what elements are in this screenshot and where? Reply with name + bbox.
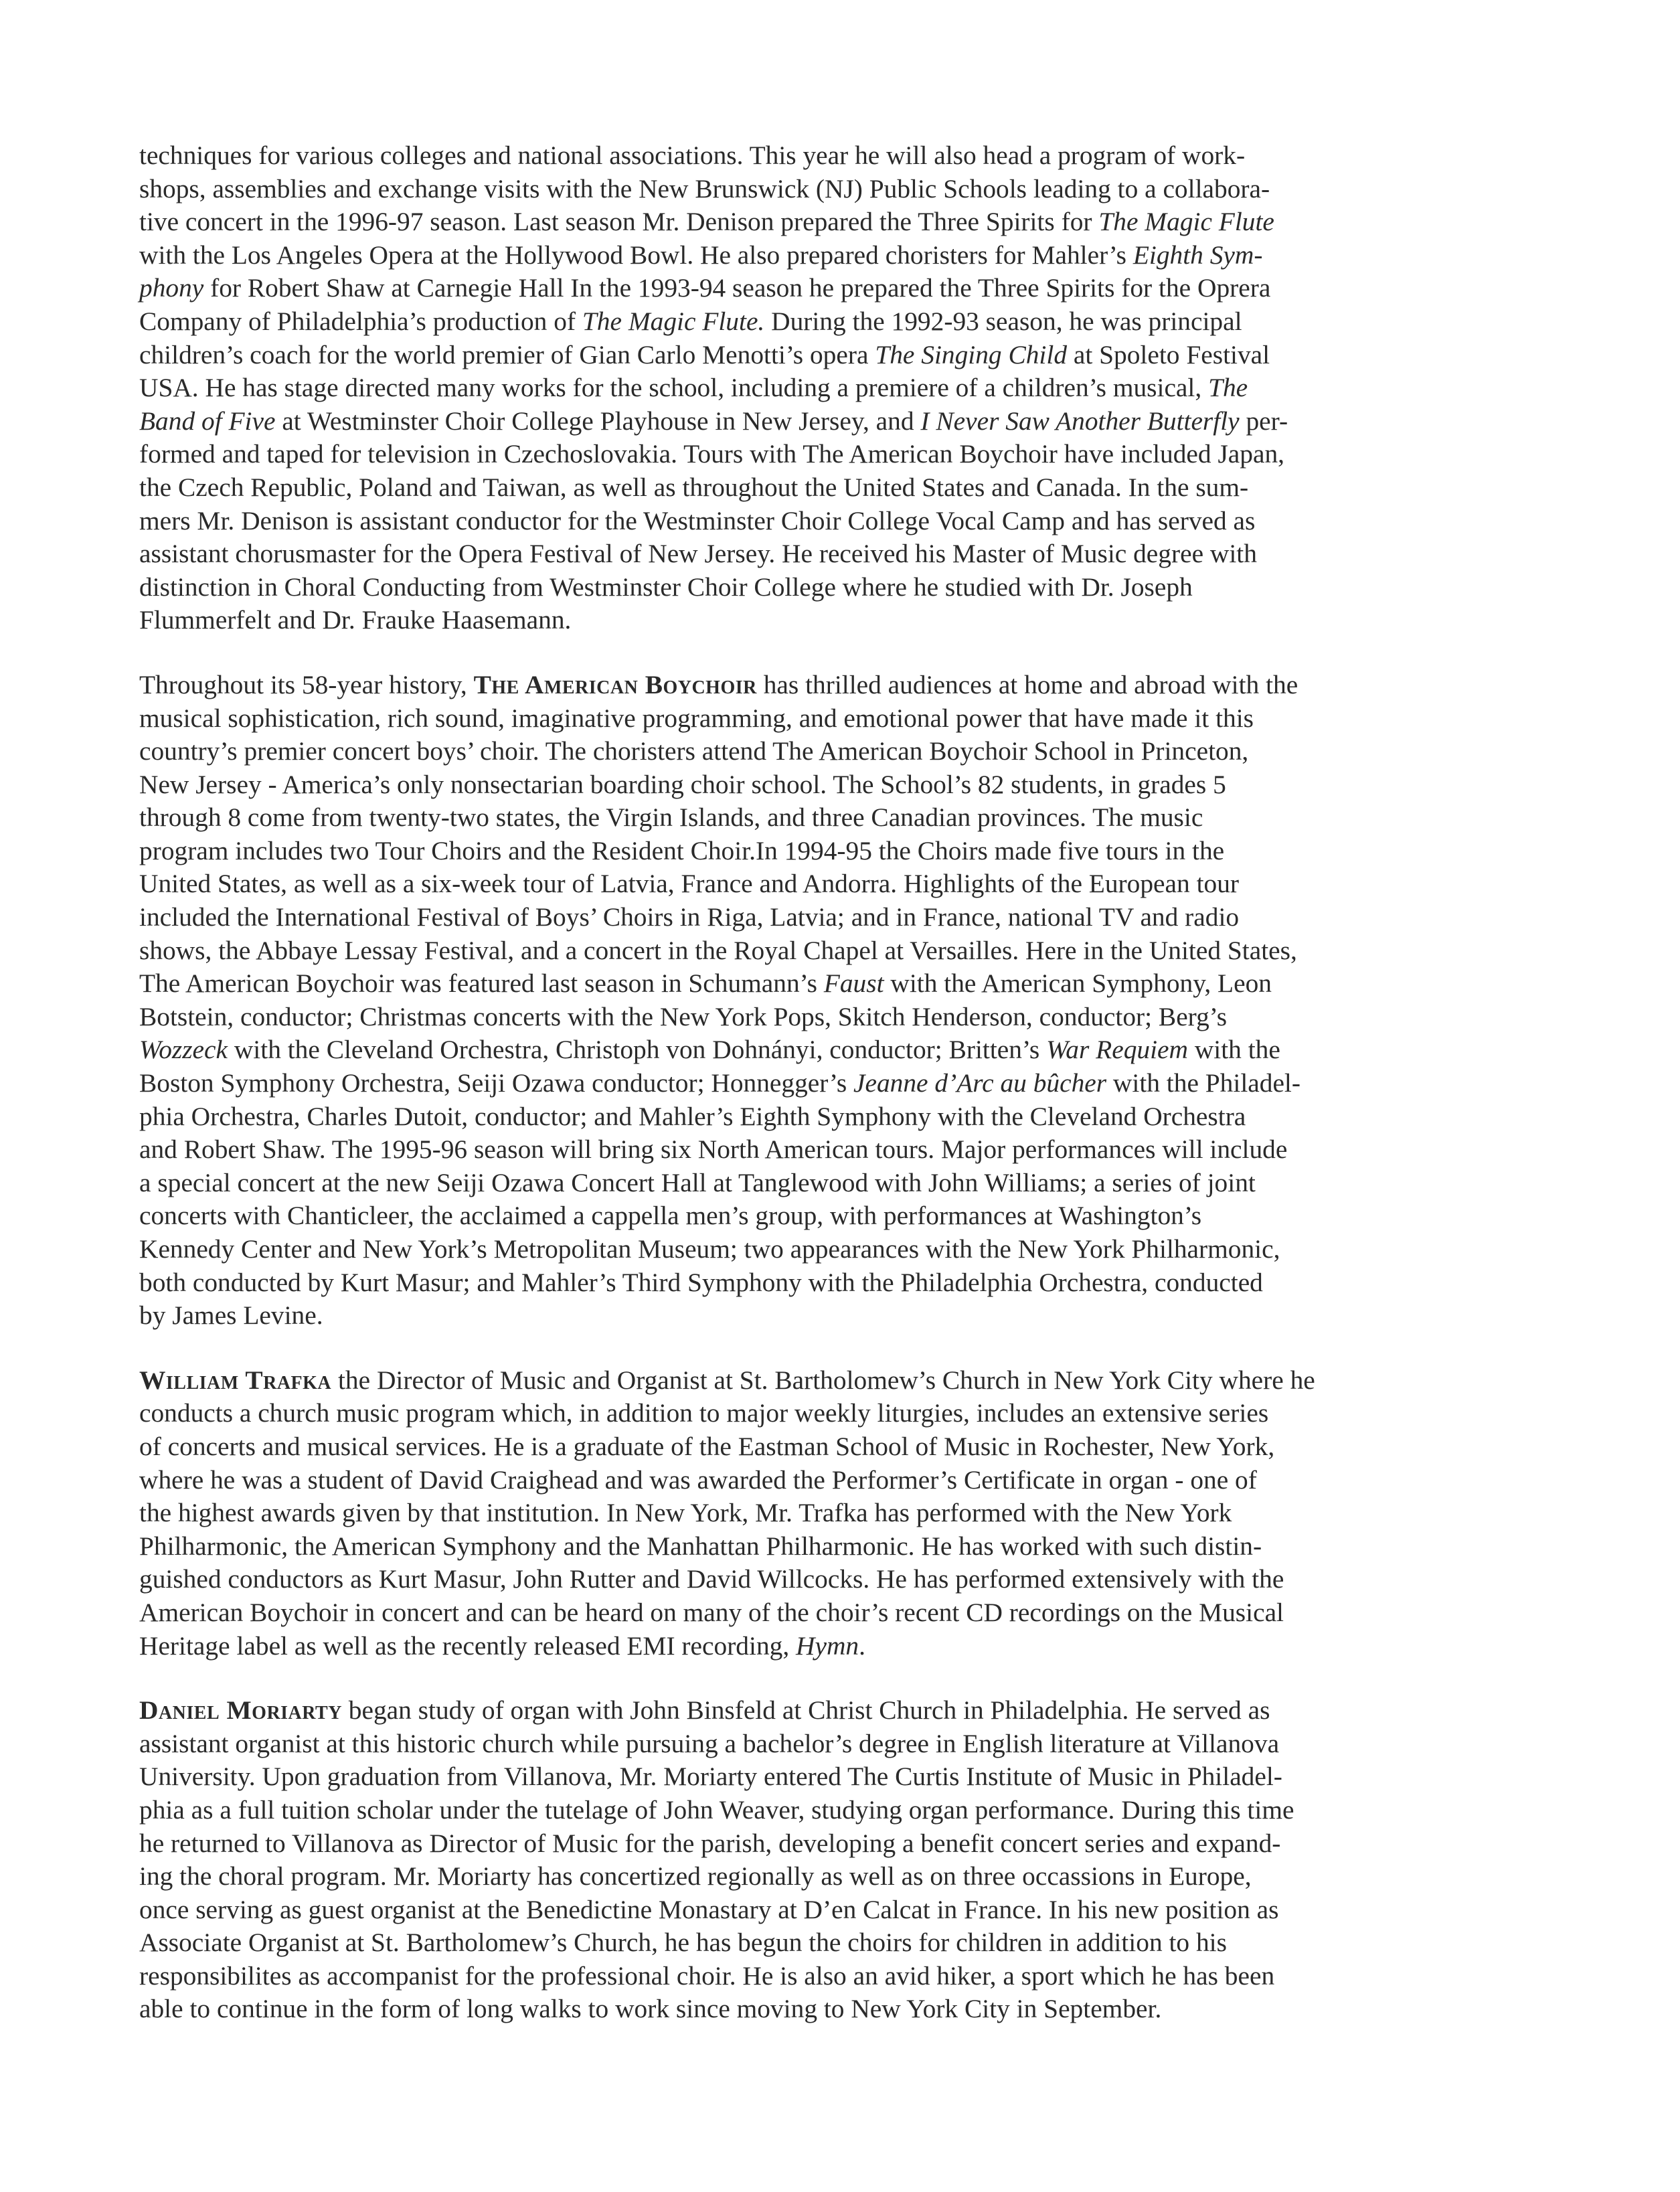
text-run: shops, assemblies and exchange visits with the New Brunswick (NJ) Public Schools leading to a collabora-	[139, 173, 1270, 203]
text-line	[139, 239, 1547, 272]
text-run: Throughout its 58-year history,	[139, 669, 474, 699]
text-run: USA. He has stage directed many works for the school, including a premiere of a children’s musical,	[139, 373, 1209, 403]
text-run: through 8 come from twenty-two states, the Virgin Islands, and three Canadian provinces. The music	[139, 803, 1203, 833]
text-run: of concerts and musical services. He is a graduate of the Eastman School of Music in Rochester, New York,	[139, 1431, 1275, 1461]
text-run: Heritage label as well as the recently released EMI recording,	[139, 1630, 796, 1661]
text-run: country’s premier concert boys’ choir. The choristers attend The American Boychoir School in Princeton,	[139, 736, 1249, 766]
text-line	[139, 1397, 1547, 1430]
text-line	[139, 1430, 1547, 1464]
text-run: assistant chorusmaster for the Opera Festival of New Jersey. He received his Master of Music degree with	[139, 539, 1257, 569]
text-run: .	[859, 1630, 865, 1661]
text-run: Kennedy Center and New York’s Metropolitan Museum; two appearances with the New York Philharmonic,	[139, 1234, 1280, 1264]
text-run: Botstein, conductor; Christmas concerts with the New York Pops, Skitch Henderson, conductor; Berg’s	[139, 1001, 1228, 1031]
text-line	[139, 1167, 1547, 1200]
text-run: musical sophistication, rich sound, imaginative programming, and emotional power that have made it this	[139, 703, 1254, 733]
text-line	[139, 1960, 1547, 1993]
text-run: Flummerfelt and Dr. Frauke Haasemann.	[139, 605, 572, 635]
text-run: with the Los Angeles Opera at the Hollywood Bowl. He also prepared choristers for Mahler’s	[139, 240, 1133, 270]
text-run: he returned to Villanova as Director of Music for the parish, developing a benefit concert series and expand-	[139, 1828, 1281, 1858]
text-line	[139, 1694, 1547, 1727]
text-run: New Jersey - America’s only nonsectarian boarding choir school. The School’s 82 students, in grades 5	[139, 769, 1226, 799]
text-line	[139, 1827, 1547, 1861]
text-line	[139, 867, 1547, 901]
text-run: responsibilites as accompanist for the professional choir. He is also an avid hiker, a sport which he has been	[139, 1960, 1275, 1991]
text-run: with the	[1187, 1035, 1280, 1065]
text-run: tive concert in the 1996-97 season. Last season Mr. Denison prepared the Three Spirits for	[139, 207, 1099, 237]
text-run: once serving as guest organist at the Benedictine Monastary at D’en Calcat in France. In his new position as	[139, 1894, 1279, 1924]
text-run: able to continue in the form of long walks to work since moving to New York City in September.	[139, 1994, 1162, 2024]
text-run: techniques for various colleges and national associations. This year he will also head a program of work-	[139, 141, 1246, 170]
text-line	[139, 702, 1547, 736]
text-line	[139, 1133, 1547, 1167]
text-line	[139, 1860, 1547, 1893]
paragraph-3	[139, 1364, 1547, 1663]
text-line	[139, 1893, 1547, 1927]
italic-title: The Magic Flute.	[582, 306, 765, 336]
text-run: at Westminster Choir College Playhouse in New Jersey, and	[275, 406, 921, 436]
text-line	[139, 1727, 1547, 1761]
text-run: began study of organ with John Binsfeld at Christ Church in Philadelphia. He served as	[341, 1695, 1270, 1725]
text-line	[139, 1993, 1547, 2026]
italic-title: Wozzeck	[139, 1035, 228, 1065]
text-line	[139, 305, 1547, 339]
text-run: Boston Symphony Orchestra, Seiji Ozawa conductor; Honnegger’s	[139, 1068, 853, 1098]
text-run: with the American Symphony, Leon	[884, 968, 1272, 999]
text-line	[139, 1563, 1547, 1596]
text-run: During the 1992-93 season, he was principal	[764, 306, 1242, 336]
text-run: ing the choral program. Mr. Moriarty has concertized regionally as well as on three occassions in Europe,	[139, 1861, 1252, 1891]
text-line	[139, 1199, 1547, 1233]
text-run: the Director of Music and Organist at St. Bartholomew’s Church in New York City where he	[331, 1365, 1315, 1395]
text-line	[139, 139, 1547, 173]
text-line	[139, 1794, 1547, 1827]
italic-title: The	[1208, 373, 1248, 403]
text-run: shows, the Abbaye Lessay Festival, and a concert in the Royal Chapel at Versailles. Here in the United States,	[139, 935, 1297, 965]
text-run: per-	[1239, 406, 1288, 436]
text-run: with the Cleveland Orchestra, Christoph von Dohnányi, conductor; Britten’s	[228, 1035, 1047, 1065]
text-line	[139, 1464, 1547, 1497]
text-run: the highest awards given by that institution. In New York, Mr. Trafka has performed with the New York	[139, 1498, 1232, 1528]
text-line	[139, 1233, 1547, 1266]
paragraph-4	[139, 1694, 1547, 2026]
text-line	[139, 1364, 1547, 1398]
text-run: a special concert at the new Seiji Ozawa Concert Hall at Tanglewood with John Williams; a series of joint	[139, 1167, 1256, 1197]
text-run: conducts a church music program which, in addition to major weekly liturgies, includes an extensive series	[139, 1398, 1269, 1428]
text-run: with the Philadel-	[1106, 1068, 1300, 1098]
text-line	[139, 339, 1547, 372]
italic-title: Hymn	[796, 1630, 859, 1661]
text-run: United States, as well as a six-week tour of Latvia, France and Andorra. Highlights of the European tour	[139, 869, 1240, 899]
text-line	[139, 272, 1547, 305]
text-line	[139, 571, 1547, 604]
text-run: the Czech Republic, Poland and Taiwan, as well as throughout the United States and Canada. In the sum-	[139, 472, 1249, 502]
text-run: for Robert Shaw at Carnegie Hall In the 1993-94 season he prepared the Three Spirits for the Oprera	[203, 273, 1271, 303]
text-run: program includes two Tour Choirs and the Resident Choir.In 1994-95 the Choirs made five tours in the	[139, 835, 1225, 865]
text-run: concerts with Chanticleer, the acclaimed a cappella men’s group, with performances at Washington’s	[139, 1201, 1202, 1231]
text-line	[139, 1497, 1547, 1530]
italic-title: phony	[139, 273, 204, 303]
text-line	[139, 471, 1547, 505]
text-run: included the International Festival of Boys’ Choirs in Riga, Latvia; and in France, national TV and radio	[139, 902, 1240, 932]
italic-title: War Requiem	[1046, 1035, 1188, 1065]
text-line	[139, 1926, 1547, 1960]
text-line	[139, 405, 1547, 438]
italic-title: The Magic Flute	[1098, 207, 1274, 237]
text-line	[139, 205, 1547, 239]
text-line	[139, 1530, 1547, 1564]
text-line	[139, 438, 1547, 471]
text-run: The American Boychoir was featured last season in Schumann’s	[139, 968, 824, 999]
paragraph-gap	[139, 1333, 1547, 1364]
text-line	[139, 1033, 1547, 1067]
text-line	[139, 967, 1547, 1001]
text-run: at Spoleto Festival	[1067, 339, 1270, 369]
text-run: distinction in Choral Conducting from Westminster Choir College where he studied with Dr. Joseph	[139, 572, 1193, 602]
text-run: Associate Organist at St. Bartholomew’s Church, he has begun the choirs for children in addition to his	[139, 1928, 1227, 1958]
text-line	[139, 1001, 1547, 1034]
paragraph-2	[139, 669, 1547, 1333]
italic-title: Eighth Sym-	[1132, 240, 1263, 270]
text-run: University. Upon graduation from Villanova, Mr. Moriarty entered The Curtis Institute of Music in Philadel-	[139, 1762, 1282, 1792]
text-run: children’s coach for the world premier of Gian Carlo Menotti’s opera	[139, 339, 875, 369]
name-heading: The American Boychoir	[473, 669, 757, 699]
text-line	[139, 934, 1547, 968]
text-run: by James Levine.	[139, 1300, 323, 1331]
italic-title: The Singing Child	[875, 339, 1068, 369]
paragraph-gap	[139, 637, 1547, 669]
paragraph-gap	[139, 1663, 1547, 1694]
text-line	[139, 735, 1547, 768]
text-line	[139, 1630, 1547, 1663]
text-run: mers Mr. Denison is assistant conductor for the Westminster Choir College Vocal Camp and has served as	[139, 505, 1256, 535]
text-run: both conducted by Kurt Masur; and Mahler’s Third Symphony with the Philadelphia Orchestra, conducted	[139, 1267, 1263, 1297]
text-run: Company of Philadelphia’s production of	[139, 306, 582, 336]
text-line	[139, 901, 1547, 934]
italic-title: Band of Five	[139, 406, 276, 436]
text-line	[139, 505, 1547, 538]
text-line	[139, 1760, 1547, 1794]
text-run: has thrilled audiences at home and abroad with the	[756, 669, 1298, 699]
name-heading: William Trafka	[139, 1365, 332, 1395]
text-line	[139, 604, 1547, 637]
text-line	[139, 801, 1547, 835]
text-line	[139, 371, 1547, 405]
text-run: and Robert Shaw. The 1995-96 season will bring six North American tours. Major performances will include	[139, 1134, 1288, 1165]
document-page	[139, 139, 1547, 2026]
text-line	[139, 1596, 1547, 1630]
text-run: formed and taped for television in Czechoslovakia. Tours with The American Boychoir have included Japan,	[139, 439, 1284, 469]
text-line	[139, 1266, 1547, 1300]
text-run: Philharmonic, the American Symphony and the Manhattan Philharmonic. He has worked with such distin-	[139, 1531, 1262, 1561]
text-run: phia as a full tuition scholar under the tutelage of John Weaver, studying organ performance. During this time	[139, 1794, 1294, 1825]
text-line	[139, 537, 1547, 571]
text-run: American Boychoir in concert and can be heard on many of the choir’s recent CD recordings on the Musical	[139, 1597, 1284, 1627]
text-line	[139, 835, 1547, 868]
italic-title: Faust	[823, 968, 884, 999]
text-line	[139, 669, 1547, 702]
text-line	[139, 768, 1547, 802]
text-run: where he was a student of David Craighead and was awarded the Performer’s Certificate in organ - one of	[139, 1464, 1257, 1495]
text-line	[139, 173, 1547, 206]
name-heading: Daniel Moriarty	[139, 1695, 342, 1725]
text-run: assistant organist at this historic church while pursuing a bachelor’s degree in English literature at Villanova	[139, 1728, 1280, 1758]
italic-title: I Never Saw Another Butterfly	[920, 406, 1240, 436]
paragraph-1	[139, 139, 1547, 637]
text-line	[139, 1100, 1547, 1134]
text-line	[139, 1299, 1547, 1333]
text-line	[139, 1067, 1547, 1100]
text-run: guished conductors as Kurt Masur, John Rutter and David Willcocks. He has performed extensively with the	[139, 1564, 1284, 1594]
italic-title: Jeanne d’Arc au bûcher	[853, 1068, 1107, 1098]
text-run: phia Orchestra, Charles Dutoit, conductor; and Mahler’s Eighth Symphony with the Cleveland Orchestra	[139, 1101, 1246, 1131]
